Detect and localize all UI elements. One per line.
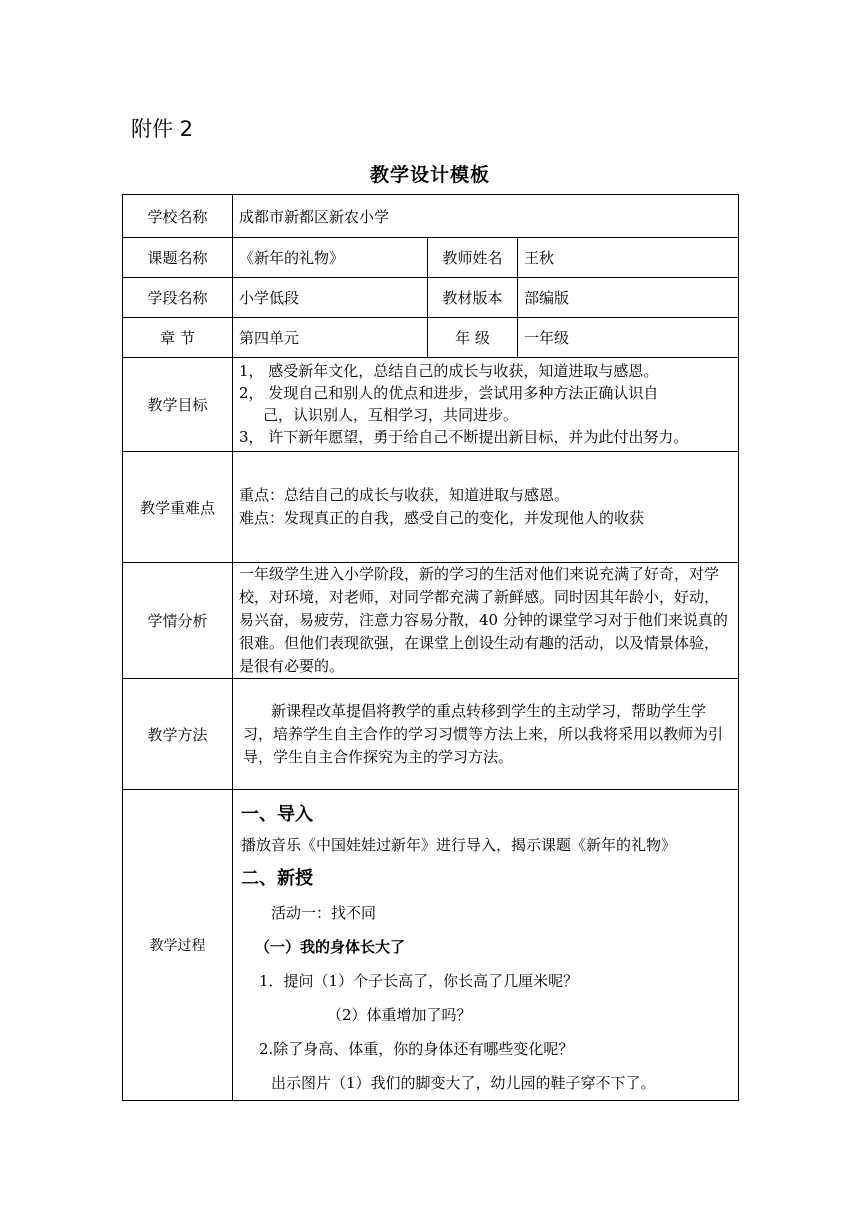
goal-item-2-cont: 己，认识别人，互相学习，共同进步。: [263, 406, 519, 424]
key-point: 重点：总结自己的成长与收获，知道进取与感恩。: [239, 486, 570, 504]
stage-label: 学段名称: [123, 278, 233, 318]
analysis-label: 学情分析: [123, 563, 233, 679]
teacher-label: 教师姓名: [428, 238, 518, 278]
keypoints-label: 教学重难点: [123, 452, 233, 563]
teacher-value: 王秋: [518, 238, 739, 278]
chapter-value: 第四单元: [233, 318, 428, 358]
image-text: 出示图片（1）我们的脚变大了，幼儿园的鞋子穿不下了。: [271, 1074, 656, 1092]
difficult-point: 难点：发现真正的自我，感受自己的变化，并发现他人的收获: [239, 509, 645, 527]
intro-text: 播放音乐《中国娃娃过新年》进行导入，揭示课题《新年的礼物》: [241, 836, 677, 854]
analysis-value: 一年级学生进入小学阶段，新的学习的生活对他们来说充满了好奇，对学校，对环境，对老师，对同学都充满了新鲜感。同时因其年龄小，好动，易兴奋，易疲劳，注意力容易分散，40 分钟的课堂学习对于他们来说真的很难。但他们表现欲强，在课堂上创设生动有趣的活动，以及情景体验，是很有必要的。: [233, 563, 739, 679]
process-value: [233, 790, 739, 1101]
edition-label: 教材版本: [428, 278, 518, 318]
row-keypoints: [123, 452, 739, 563]
topic-label: 课题名称: [123, 238, 233, 278]
edition-value: 部编版: [518, 278, 739, 318]
row-topic: [123, 238, 739, 278]
goal-item-2: 2， 发现自己和别人的优点和进步，尝试用多种方法正确认识自: [239, 384, 659, 402]
grade-value: 一年级: [518, 318, 739, 358]
row-school: [123, 195, 739, 238]
document-title: 教学设计模板: [369, 164, 490, 186]
goals-label: 教学目标: [123, 358, 233, 452]
activity-text: 活动一：找不同: [271, 904, 377, 922]
chapter-label: 章 节: [123, 318, 233, 358]
question-2: 2.除了身高、体重，你的身体还有哪些变化呢？: [259, 1040, 574, 1058]
row-process: [123, 790, 739, 1101]
lesson-plan-table: [122, 194, 739, 1101]
section-new-heading: 二、新授: [241, 868, 313, 889]
school-value: 成都市新都区新农小学: [233, 195, 739, 238]
section-intro-heading: 一、导入: [241, 804, 313, 825]
grade-label: 年 级: [428, 318, 518, 358]
stage-value: 小学低段: [233, 278, 428, 318]
goal-item-1: 1， 感受新年文化，总结自己的成长与收获，知道进取与感恩。: [239, 362, 659, 380]
topic-value: 《新年的礼物》: [233, 238, 428, 278]
row-analysis: [123, 563, 739, 679]
goal-item-3: 3， 许下新年愿望，勇于给自己不断提出新目标，并为此付出努力。: [239, 428, 689, 446]
row-stage: [123, 278, 739, 318]
method-value: [233, 679, 739, 790]
goals-value: [233, 358, 739, 452]
attachment-label: 附件 2: [131, 117, 194, 141]
method-label: 教学方法: [123, 679, 233, 790]
method-text: 新课程改革提倡将教学的重点转移到学生的主动学习，帮助学生学习，培养学生自主合作的学习习惯等方法上来，所以我将采用以教师为引导，学生自主合作探究为主的学习方法。: [243, 701, 724, 766]
sub-heading: （一）我的身体长大了: [255, 938, 406, 956]
school-label: 学校名称: [123, 195, 233, 238]
row-chapter: [123, 318, 739, 358]
row-method: [123, 679, 739, 790]
keypoints-value: [233, 452, 739, 563]
process-label: 教学过程: [123, 790, 233, 1101]
question-1: 1．提问（1）个子长高了，你长高了几厘米呢？: [259, 972, 579, 990]
question-1b: （2）体重增加了吗？: [327, 1006, 472, 1024]
row-goals: [123, 358, 739, 452]
